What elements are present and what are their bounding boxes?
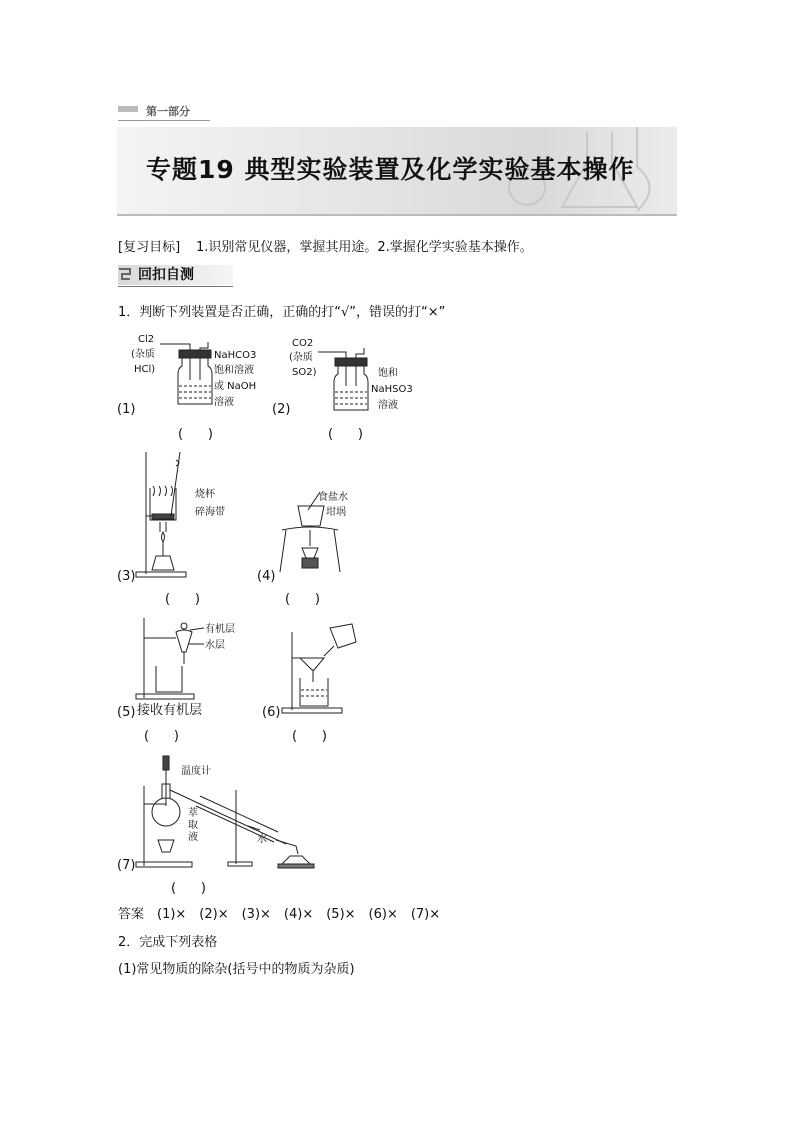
item-2-label-reagent-a: 饱和 (378, 368, 398, 379)
part-label: 第一部分 (146, 105, 190, 118)
item-1-number: (1) (117, 402, 136, 417)
item-4-number: (4) (257, 569, 276, 584)
question-2-prompt: 2．完成下列表格 (118, 935, 218, 950)
item-7-number: (7) (117, 858, 136, 873)
answer-line: 答案 (1)× (2)× (3)× (4)× (5)× (6)× (7)× (118, 907, 441, 922)
item-6-number: (6) (262, 705, 281, 720)
item-1-label-impurity-a: (杂质 (131, 349, 155, 360)
item-1-label-reagent-a: NaHCO3 (214, 350, 257, 361)
item-7-label-water: 水 (257, 834, 267, 845)
item-7-label-extract-1: 萃 (188, 808, 198, 819)
item-5-label-organic: 有机层 (205, 624, 235, 635)
review-goal-label: [复习目标] (118, 240, 181, 255)
item-5-label-water: 水层 (205, 640, 225, 651)
item-7-label-thermometer: 温度计 (181, 766, 211, 777)
item-7-label-extract-2: 取 (188, 820, 198, 831)
item-1-label-gas: Cl2 (138, 334, 155, 345)
item-7-answer-blank: ( ) (171, 881, 206, 896)
filtration-diagram (282, 622, 360, 714)
item-2-number: (2) (272, 402, 291, 417)
item-1-label-impurity-b: HCl) (134, 364, 156, 375)
item-1-label-reagent-d: 溶液 (214, 397, 234, 408)
gas-washing-bottle-2-diagram (318, 346, 378, 414)
section-underline (118, 286, 233, 287)
crucible-heating-diagram (280, 490, 360, 575)
item-1-label-reagent-b: 饱和溶液 (214, 365, 254, 376)
separatory-funnel-diagram (136, 614, 206, 700)
section-icon (118, 267, 131, 281)
part-divider (118, 120, 210, 121)
item-1-answer-blank: ( ) (178, 427, 213, 442)
item-4-answer-blank: ( ) (285, 592, 320, 607)
item-3-label-seaweed: 碎海带 (195, 507, 225, 518)
question-1-prompt: 1．判断下列装置是否正确，正确的打“√”，错误的打“×” (118, 305, 446, 320)
item-5-label-receive: 接收有机层 (137, 703, 203, 718)
item-5-answer-blank: ( ) (144, 729, 179, 744)
item-4-label-crucible: 坩埚 (326, 507, 346, 518)
part-marker (118, 106, 138, 112)
beaker-heating-diagram (136, 452, 196, 580)
item-1-label-reagent-c: 或 NaOH (214, 381, 257, 392)
item-2-label-impurity-b: SO2) (292, 367, 317, 378)
item-2-label-reagent-c: 溶液 (378, 400, 398, 411)
page-title: 专题19 典型实验装置及化学实验基本操作 (146, 155, 635, 184)
item-6-answer-blank: ( ) (292, 729, 327, 744)
section-title: 回扣自测 (138, 267, 194, 283)
item-3-number: (3) (117, 569, 136, 584)
item-4-label-brine: 食盐水 (318, 492, 348, 503)
item-2-label-impurity-a: (杂质 (289, 352, 313, 363)
question-2-subprompt: (1)常见物质的除杂(括号中的物质为杂质) (118, 962, 355, 977)
item-5-number: (5) (117, 705, 136, 720)
item-7-label-extract-3: 液 (188, 832, 198, 843)
item-2-label-gas: CO2 (292, 338, 314, 349)
item-2-label-reagent-b: NaHSO3 (371, 384, 413, 395)
review-goal-text: 1.识别常见仪器，掌握其用途。2.掌握化学实验基本操作。 (196, 240, 533, 255)
item-2-answer-blank: ( ) (328, 427, 363, 442)
gas-washing-bottle-1-diagram (160, 338, 220, 408)
item-3-answer-blank: ( ) (165, 592, 200, 607)
distillation-diagram (136, 756, 316, 868)
item-3-label-beaker: 烧杯 (195, 489, 215, 500)
